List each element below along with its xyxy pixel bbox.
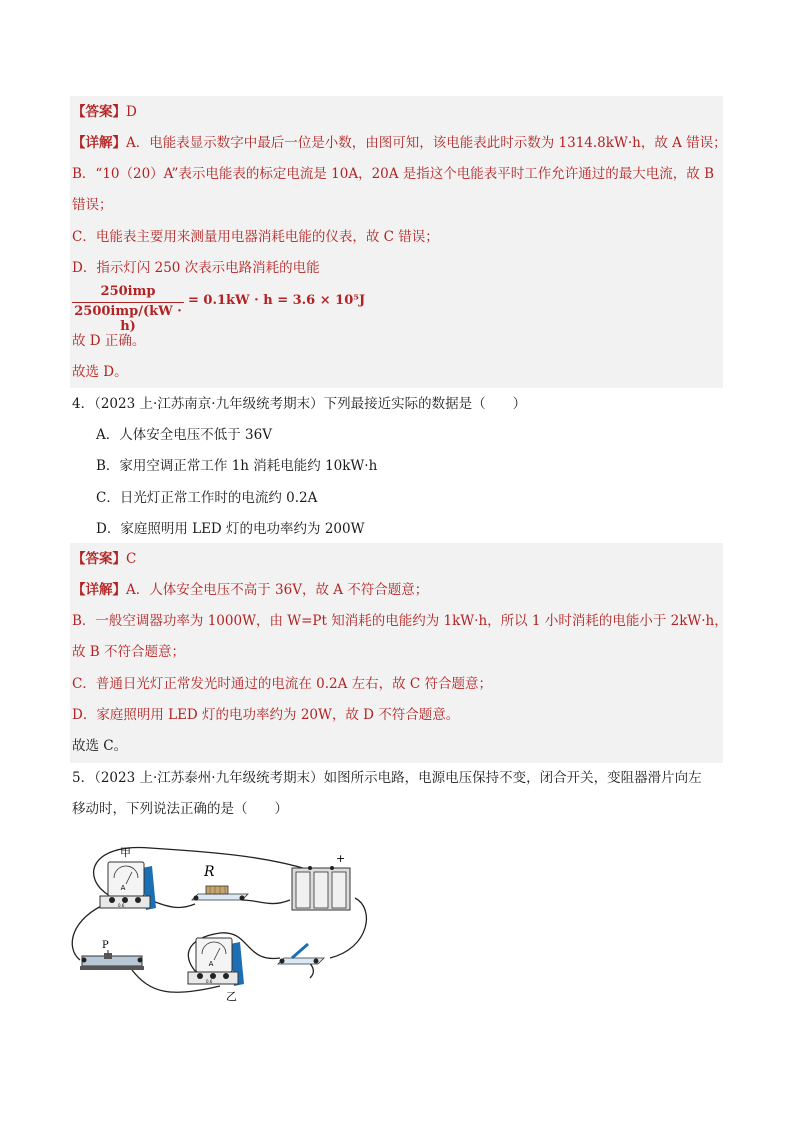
meter-symbol: A	[120, 884, 126, 892]
fraction-bar	[72, 302, 184, 303]
battery-cell	[296, 872, 310, 908]
terminal	[135, 897, 141, 903]
ammeter-jia	[100, 846, 156, 910]
answer-tag: 【答案】	[72, 551, 126, 567]
option-c: C．日光灯正常工作时的电流约 0.2A	[96, 490, 318, 506]
detail-line	[72, 133, 727, 153]
detail-line: B．一般空调器功率为 1000W，由 W=Pt 知消耗的电能约为 1kW·h，所以 1 小时消耗的电能小于 2kW·h，	[72, 613, 728, 629]
label-r: R	[204, 864, 215, 880]
terminal	[308, 866, 312, 870]
battery-pack	[292, 852, 350, 910]
fraction-denominator: 2500imp/(kW · h)	[74, 304, 182, 334]
answer-line	[72, 102, 137, 122]
detail-line	[72, 580, 428, 600]
question-stem-continued: 移动时，下列说法正确的是（ ）	[72, 801, 288, 817]
terminal	[240, 896, 245, 901]
question-stem: 4．（2023 上·江苏南京·九年级统考期末）下列最接近实际的数据是（ ）	[72, 396, 527, 412]
resistor-board	[192, 894, 248, 900]
terminal	[197, 973, 203, 979]
fraction-numerator: 250imp	[100, 284, 156, 299]
detail-line: C．电能表主要用来测量用电器消耗电能的仪表，故 C 错误；	[72, 229, 439, 245]
answer-value: C	[126, 551, 137, 567]
resistor-r	[192, 864, 248, 901]
option-a: A．人体安全电压不低于 36V	[96, 427, 272, 443]
circuit-figure	[70, 838, 390, 1008]
meter-symbol: A	[208, 960, 214, 968]
wire	[242, 900, 290, 904]
ammeter-yi	[188, 938, 244, 1003]
terminal	[138, 958, 143, 963]
meter-face	[108, 862, 144, 896]
detail-line: D．指示灯闪 250 次表示电路消耗的电能	[72, 260, 320, 276]
detail-line: 故 B 不符合题意；	[72, 644, 186, 660]
meter-scale: 0.6	[118, 903, 125, 908]
answer-conclusion: 故选 C。	[72, 738, 128, 754]
meter-face	[196, 938, 232, 972]
option-d: D．家庭照明用 LED 灯的电功率约为 200W	[96, 521, 365, 537]
energy-fraction-formula	[72, 284, 372, 334]
rheostat-base	[80, 966, 144, 970]
answer-value: D	[126, 104, 137, 120]
detail-line: 故选 D。	[72, 364, 128, 380]
fraction-result: = 0.1kW · h = 3.6 × 10⁵J	[188, 293, 366, 308]
wire	[150, 900, 195, 907]
battery-cell	[314, 872, 328, 908]
detail-tag: 【详解】	[72, 582, 126, 598]
terminal	[109, 897, 115, 903]
meter-scale: 0.6	[206, 979, 213, 984]
rheostat-slider	[104, 953, 112, 959]
label-jia: 甲	[120, 846, 131, 859]
battery-cell	[332, 872, 346, 908]
switch-lever	[292, 944, 308, 958]
detail-line: 错误；	[72, 197, 113, 213]
detail-text: A．人体安全电压不高于 36V，故 A 不符合题意；	[126, 582, 429, 598]
detail-line: D．家庭照明用 LED 灯的电功率约为 20W，故 D 不符合题意。	[72, 707, 460, 723]
answer-line	[72, 549, 136, 569]
detail-tag: 【详解】	[72, 135, 126, 151]
detail-line: C．普通日光灯正常发光时通过的电流在 0.2A 左右，故 C 符合题意；	[72, 676, 493, 692]
terminal	[330, 866, 334, 870]
wire	[72, 902, 110, 960]
label-yi: 乙	[226, 990, 237, 1003]
terminal	[280, 959, 285, 964]
option-b: B．家用空调正常工作 1h 消耗电能约 10kW·h	[96, 458, 378, 474]
terminal	[314, 959, 319, 964]
detail-line: 故 D 正确。	[72, 333, 146, 349]
rheostat-p	[80, 940, 144, 970]
label-p: P	[102, 940, 109, 951]
detail-line: B．“10（20）A”表示电能表的标定电流是 10A，20A 是指这个电能表平时工作允许通过的最大电流，故 B	[72, 166, 714, 182]
resistor-coil	[206, 886, 228, 894]
terminal	[223, 973, 229, 979]
terminal	[82, 958, 87, 963]
label-plus: +	[336, 852, 346, 865]
detail-text: A．电能表显示数字中最后一位是小数，由图可知，该电能表此时示数为 1314.8kW·h，故 A 错误；	[126, 135, 727, 151]
terminal	[194, 896, 199, 901]
question-stem: 5．（2023 上·江苏泰州·九年级统考期末）如图所示电路，电源电压保持不变，闭合开关，变阻器滑片向左	[72, 770, 702, 786]
switch	[278, 944, 324, 964]
answer-tag: 【答案】	[72, 104, 126, 120]
